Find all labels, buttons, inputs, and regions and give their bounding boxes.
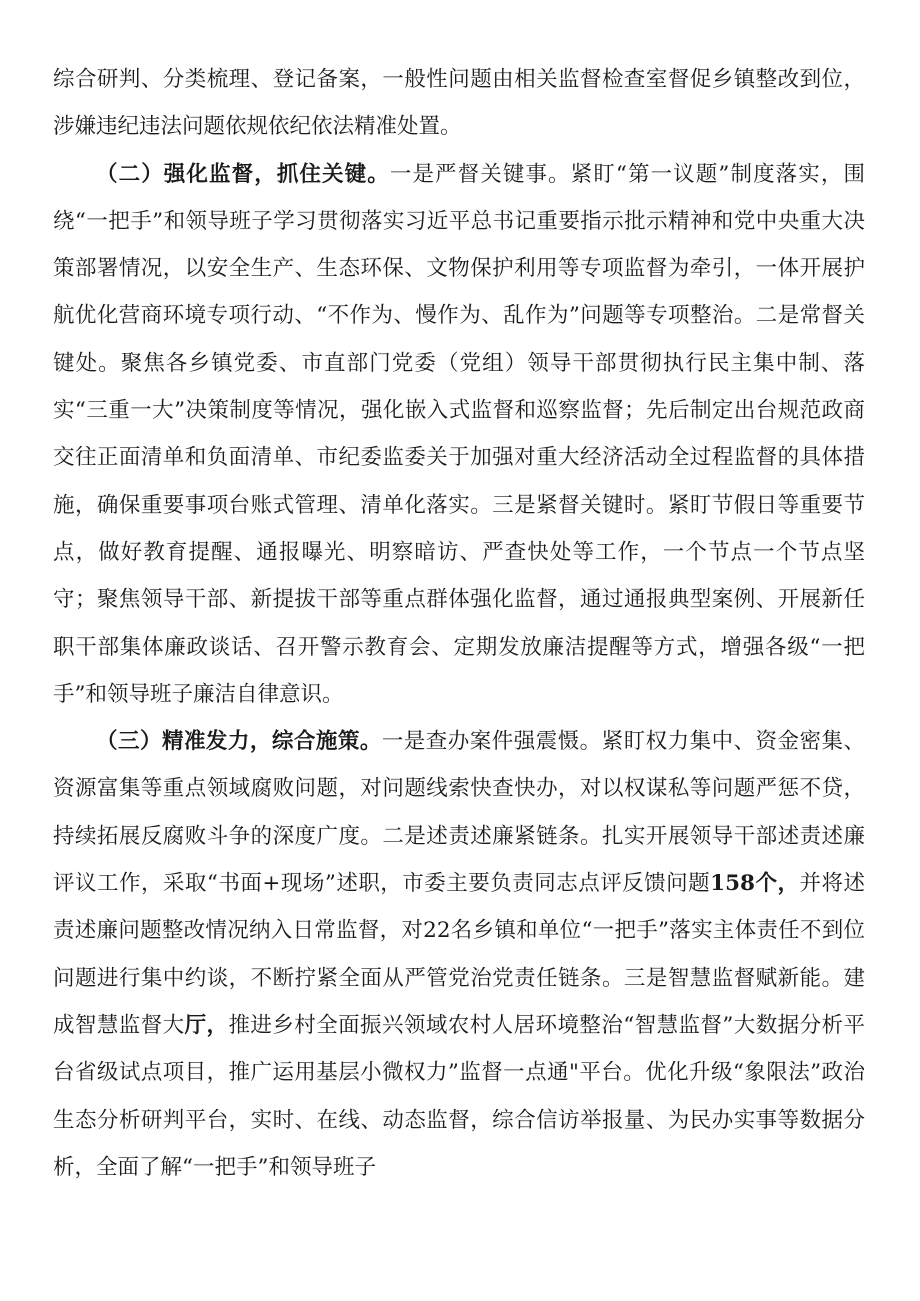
paragraph-text: 综合研判、分类梳理、登记备案，一般性问题由相关监督检查室督促乡镇整改到位，涉嫌违纪违法问题依规依纪依法精准处置。 xyxy=(53,67,865,140)
paragraph-text: 一是查办案件强震慑。紧盯权力集中、资金密集、资源富集等重点领域腐败问题，对问题线索快查快办，对以权谋私等问题严惩不贷，持续拓展反腐败斗争的深度广度。二是述责述廉紧链条。扎实开展领导干部述责述廉评议工作，采取“书面+现场”述职，市委主要负责同志点评反馈问题 xyxy=(53,729,865,897)
paragraph-section-two xyxy=(53,151,865,719)
section-heading-two: （二）强化监督，抓住关键。 xyxy=(96,161,390,187)
paragraph-text: 并将述责述廉问题整改情况纳入日常监督，对22名乡镇和单位“一把手”落实主体责任不到位问题进行集中约谈，不断拧紧全面从严管党治党责任链条。三是智慧监督赋新能。建成智慧监督大 xyxy=(53,871,865,1038)
paragraph-section-three xyxy=(53,718,865,1191)
paragraph-continuation xyxy=(53,56,865,151)
bold-fragment: 厅， xyxy=(184,1012,229,1038)
feedback-count: 158个， xyxy=(710,871,800,897)
document-body xyxy=(53,56,865,1191)
paragraph-text: 推进乡村全面振兴领域农村人居环境整治“智慧监督”大数据分析平台省级试点项目，推广运用基层小微权力”监督一点通"平台。优化升级“象限法”政治生态分析研判平台，实时、在线、动态监督，综合信访举报量、为民办实事等数据分析，全面了解“一把手”和领导班子 xyxy=(53,1012,865,1180)
section-heading-three: （三）精准发力，综合施策。 xyxy=(96,729,382,755)
paragraph-text: 一是严督关键事。紧盯“第一议题”制度落实，围绕“一把手”和领导班子学习贯彻落实习近平总书记重要指示批示精神和党中央重大决策部署情况，以安全生产、生态环保、文物保护利用等专项监督为牵引，一体开展护航优化营商环境专项行动、“不作为、慢作为、乱作为”问题等专项整治。二是常督关键处。聚焦各乡镇党委、市直部门党委（党组）领导干部贯彻执行民主集中制、落实“三重一大”决策制度等情况，强化嵌入式监督和巡察监督；先后制定出台规范政商交往正面清单和负面清单、市纪委监委关于加强对重大经济活动全过程监督的具体措施，确保重要事项台账式管理、清单化落实。三是紧督关键时。紧盯节假日等重要节点，做好教育提醒、通报曝光、明察暗访、严查快处等工作，一个节点一个节点坚守；聚焦领导干部、新提拔干部等重点群体强化监督，通过通报典型案例、开展新任职干部集体廉政谈话、召开警示教育会、定期发放廉洁提醒等方式，增强各级“一把手”和领导班子廉洁自律意识。 xyxy=(53,161,865,707)
